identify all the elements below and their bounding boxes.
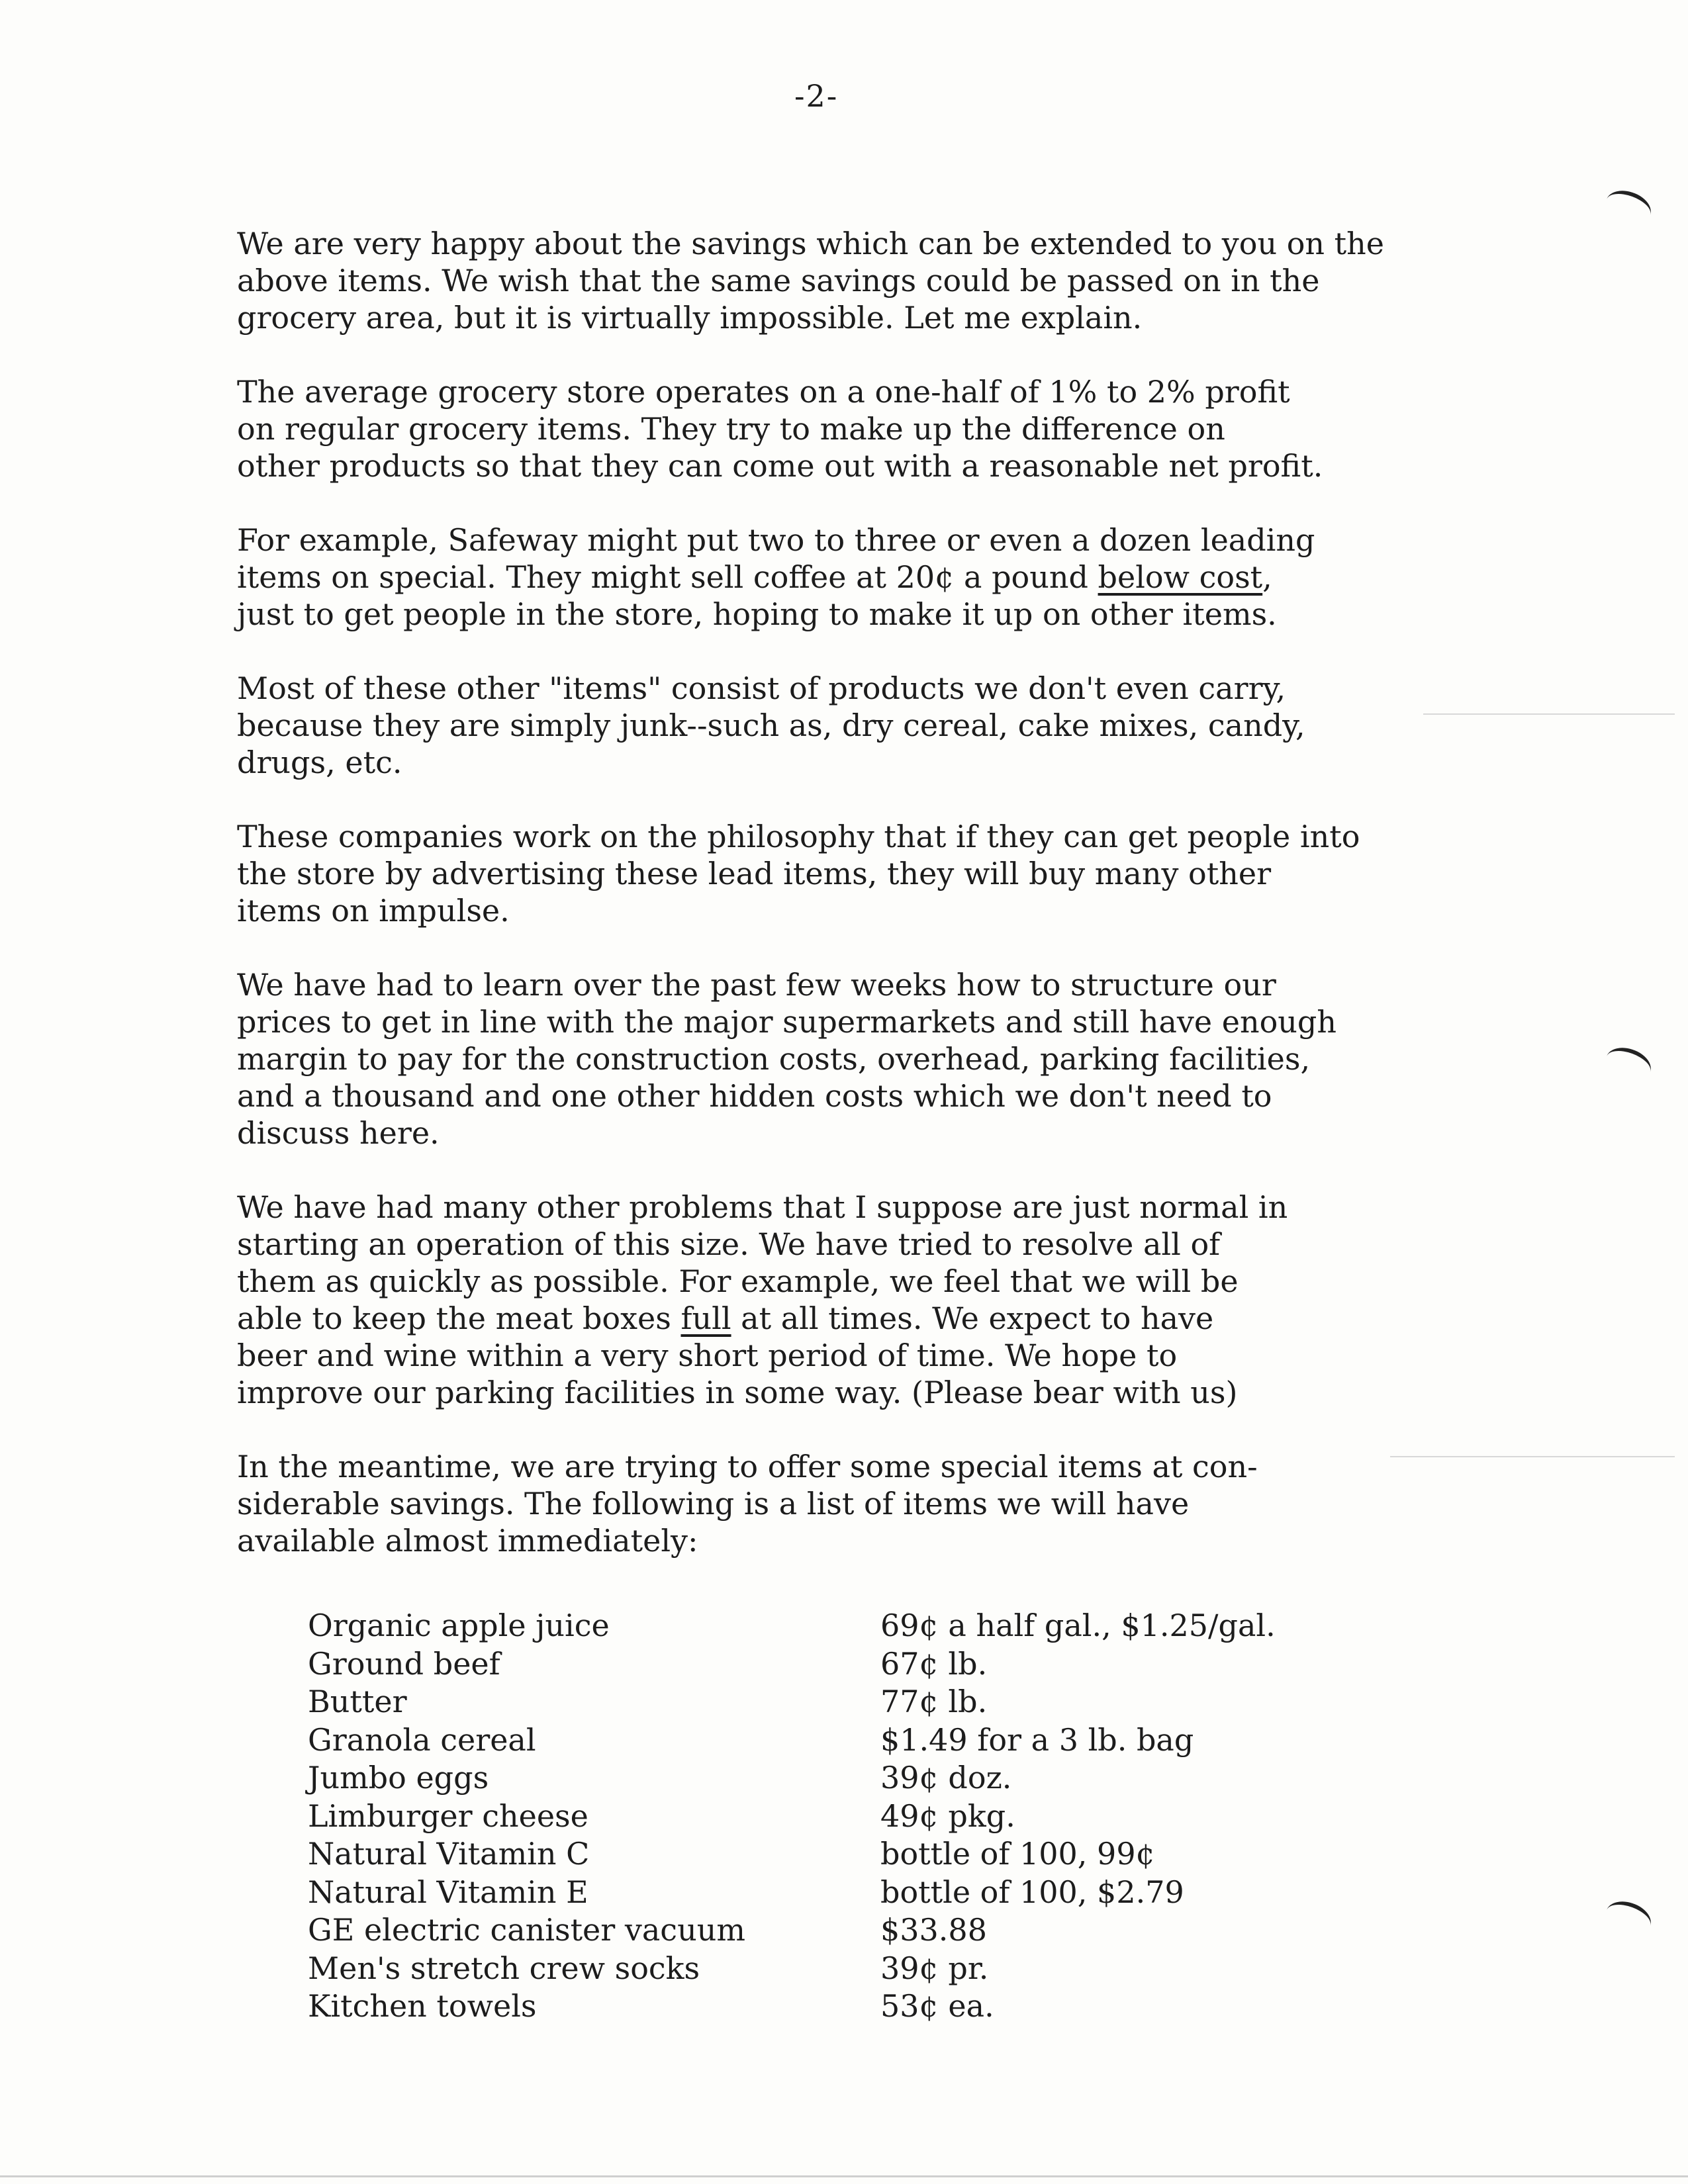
paragraph-text: , just to get people in the store, hoping to make it up on other items. [237,559,1277,632]
item-price: 49¢ pkg. [880,1797,1015,1834]
item-price: bottle of 100, 99¢ [880,1836,1155,1872]
item-name: Men's stretch crew socks [308,1950,700,1986]
paragraph-text: We have had many other problems that I suppose are just normal in starting an operation of this size. We have tried to resolve all of them as quickly as possible. For example, we feel that we will be able to keep the meat boxes [237,1189,1288,1336]
paragraph [237,670,1495,781]
item-row [308,1645,1276,1684]
special-items-list [308,1607,1276,2026]
item-name: GE electric canister vacuum [308,1912,745,1948]
paragraph-text: For example, Safeway might put two to three or even a dozen leading items on special. They might sell coffee at 20¢ a pound [237,522,1315,595]
underlined-text: full [680,1300,731,1336]
item-row [308,1683,1276,1721]
bleed-through-line [1390,1456,1675,1457]
item-price: $1.49 for a 3 lb. bag [880,1721,1194,1758]
item-row [308,1721,1276,1760]
binder-hole-shadow-top [1601,185,1656,229]
item-row [308,1911,1276,1950]
item-price: 69¢ a half gal., $1.25/gal. [880,1608,1276,1643]
item-name: Butter [308,1684,407,1719]
binder-hole-shadow-middle [1601,1042,1656,1086]
underlined-text: below cost [1098,559,1263,595]
item-price: $33.88 [880,1912,987,1948]
paragraph-text: at all times. We expect to have beer and wine within a very short period of time. We hope to improve our parking facilities in some way. (Please bear with us) [237,1300,1238,1410]
paragraph [237,1189,1495,1411]
paragraph [237,373,1495,484]
item-row [308,1759,1276,1797]
paragraph-text: The average grocery store operates on a one-half of 1% to 2% profit on regular grocery items. They try to make up the difference on other products so that they can come out with a reasonable net profit. [237,374,1323,484]
item-name: Kitchen towels [308,1988,537,2024]
paragraph [237,522,1495,633]
paragraph-text: We are very happy about the savings which can be extended to you on the above items. We wish that the same savings could be passed on in the grocery area, but it is virtually impossible. Let me explain. [237,226,1384,336]
page-number: -2- [794,78,839,114]
paragraph [237,966,1495,1152]
letter-body [237,225,1495,1596]
page-bottom-edge [0,2175,1688,2177]
item-price: 53¢ ea. [880,1988,994,2024]
paragraph [237,818,1495,929]
binder-hole-shadow-bottom [1601,1895,1656,1940]
item-name: Jumbo eggs [308,1760,489,1796]
paragraph-text: Most of these other "items" consist of products we don't even carry, because they are simply junk--such as, dry cereal, cake mixes, candy, drugs, etc. [237,670,1305,780]
paragraph-text: We have had to learn over the past few weeks how to structure our prices to get in line with the major supermarkets and still have enough margin to pay for the construction costs, overhead, parking facilities, and a thousand and one other hidden costs which we don't need to discuss here. [237,967,1337,1151]
item-row [308,1950,1276,1988]
item-row [308,1797,1276,1836]
paragraph [237,225,1495,336]
item-name: Ground beef [308,1645,500,1682]
item-row [308,1607,1276,1645]
item-price: 77¢ lb. [880,1684,988,1719]
item-row [308,1835,1276,1874]
item-price: bottle of 100, $2.79 [880,1874,1184,1910]
paragraph [237,1448,1495,1559]
paragraph-text: These companies work on the philosophy that if they can get people into the store by advertising these lead items, they will buy many other items on impulse. [237,819,1360,929]
item-price: 39¢ pr. [880,1950,989,1986]
bleed-through-line [1423,713,1675,715]
item-row [308,1987,1276,2026]
item-row [308,1874,1276,1912]
item-name: Natural Vitamin C [308,1836,590,1872]
item-name: Organic apple juice [308,1608,610,1643]
item-name: Natural Vitamin E [308,1874,588,1910]
item-name: Limburger cheese [308,1797,588,1834]
item-price: 67¢ lb. [880,1645,988,1682]
item-price: 39¢ doz. [880,1760,1012,1796]
item-name: Granola cereal [308,1721,536,1758]
paragraph-text: In the meantime, we are trying to offer some special items at con- siderable savings. The following is a list of items we will have available almost immediately: [237,1449,1258,1559]
